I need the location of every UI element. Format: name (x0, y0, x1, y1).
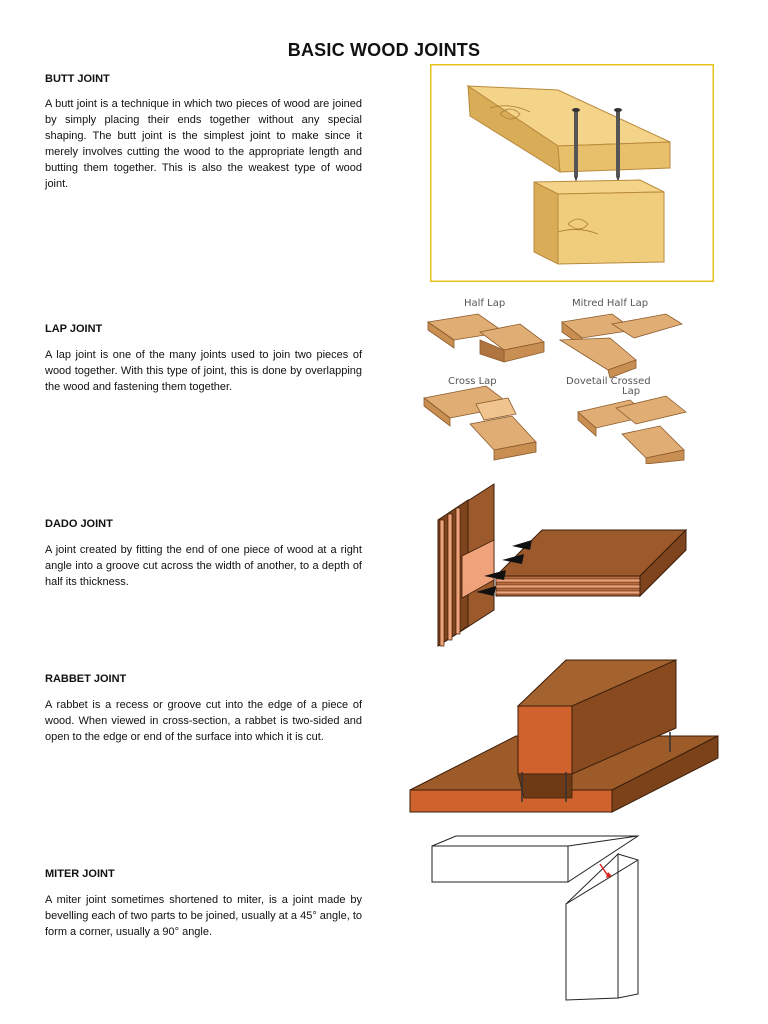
dovetail-lap-label: Lap (622, 386, 641, 397)
half-lap-illustration (428, 314, 544, 362)
lap-joint-heading: LAP JOINT (45, 323, 103, 335)
dado-joint-text: A joint created by fitting the end of one piece of wood at a right angle into a groove cut across the width of another, to a depth of half its thickness. (45, 544, 362, 588)
dovetail-crossed-label: Dovetail Crossed (566, 376, 651, 387)
lap-joint-text: A lap joint is one of the many joints used to join two pieces of wood together. With this type of joint, this is done by overlapping the wood and fastening them together. (45, 349, 362, 393)
rabbet-joint-heading: RABBET JOINT (45, 673, 127, 685)
dovetail-crossed-lap-illustration (578, 396, 686, 464)
cross-lap-illustration (424, 386, 536, 460)
lap-joint-figure (416, 294, 698, 464)
butt-joint-text: A butt joint is a technique in which two pieces of wood are joined by simply placing their ends together without any special shaping. The butt joint is the simplest joint to make since it merely involves cutting the wood to the appropriate length and butting them together. This is also the weakest type of wood joint. (45, 98, 362, 190)
rabbet-joint-text: A rabbet is a recess or groove cut into the edge of a piece of wood. When viewed in cross-section, a rabbet is two-sided and open to the edge or end of the surface into which it is cut. (45, 699, 362, 743)
butt-joint-figure (430, 64, 714, 282)
butt-joint-heading: BUTT JOINT (45, 73, 110, 85)
cross-lap-label: Cross Lap (448, 376, 497, 387)
mitred-half-lap-label: Mitred Half Lap (572, 298, 649, 309)
dado-joint-heading: DADO JOINT (45, 518, 113, 530)
half-lap-label: Half Lap (464, 298, 506, 309)
miter-joint-text: A miter joint sometimes shortened to miter, is a joint made by bevelling each of two parts to be joined, usually at a 45° angle, to form a corner, usually a 90° angle. (45, 894, 362, 938)
miter-joint-heading: MITER JOINT (45, 868, 115, 880)
page-title: BASIC WOOD JOINTS (287, 40, 481, 60)
mitred-half-lap-illustration (560, 314, 682, 378)
rabbet-joint-figure (406, 656, 722, 816)
miter-joint-figure (428, 830, 648, 1002)
dado-joint-figure (432, 480, 690, 650)
